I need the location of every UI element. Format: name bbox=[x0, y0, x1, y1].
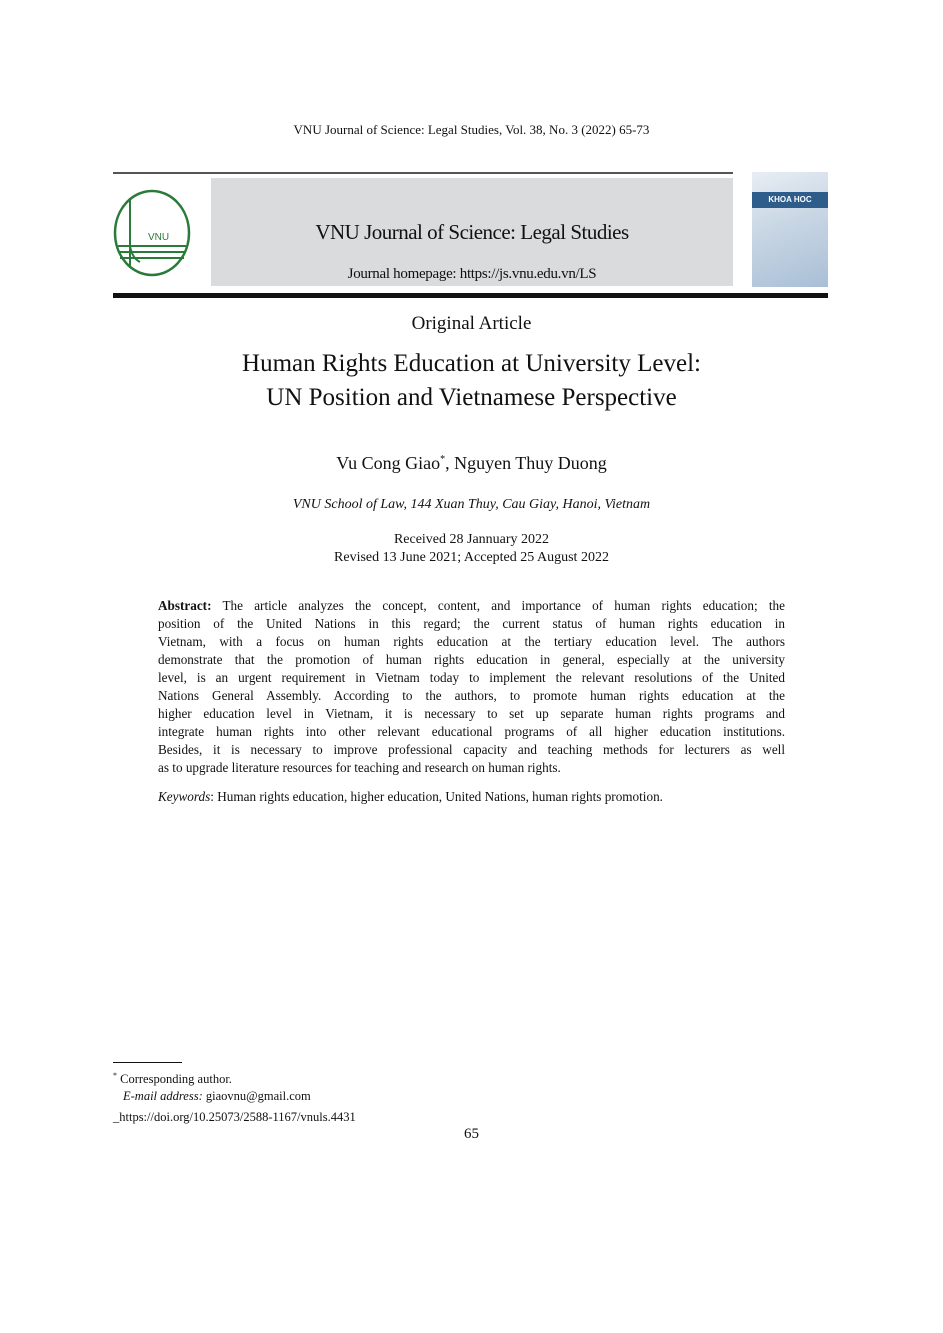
doi-link[interactable]: _https://doi.org/10.25073/2588-1167/vnuls.4431 bbox=[113, 1110, 356, 1124]
abstract-line: level, is an urgent requirement in Vietnam today to implement the relevant resolutions of the United bbox=[158, 670, 785, 685]
journal-name: VNU Journal of Science: Legal Studies bbox=[315, 220, 629, 244]
vnu-logo-icon bbox=[112, 188, 192, 278]
abstract-line: position of the United Nations in this regard; the current status of human rights education in bbox=[158, 616, 785, 631]
abstract-line: Abstract: The article analyzes the concept, content, and importance of human rights education; the bbox=[158, 598, 785, 613]
journal-homepage: Journal homepage: https://js.vnu.edu.vn/LS bbox=[347, 266, 597, 282]
received-date: Received 28 Jannuary 2022 bbox=[393, 532, 550, 547]
footnote: * Corresponding author. E-mail address: giaovnu@gmail.com bbox=[113, 1071, 311, 1104]
footnote-mark: * bbox=[440, 454, 446, 465]
abstract-label: Abstract: bbox=[158, 598, 212, 613]
cover-title: KHOA HOC bbox=[752, 192, 828, 208]
header-thick-rule bbox=[113, 293, 828, 298]
author-name: Vu Cong Giao bbox=[336, 453, 441, 473]
keywords bbox=[158, 789, 663, 805]
article-type: Original Article bbox=[411, 313, 532, 334]
article-title bbox=[0, 347, 943, 415]
abstract-line: integrate human rights into other relevant educational programs of all higher education institutions. bbox=[158, 724, 785, 739]
svg-text:VNU: VNU bbox=[148, 232, 170, 243]
abstract-line: Besides, it is necessary to improve professional capacity and teaching methods for lecturers as well bbox=[158, 742, 785, 757]
abstract-line: Vietnam, with a focus on human rights education at the tertiary education level. The authors bbox=[158, 634, 785, 649]
affiliation: VNU School of Law, 144 Xuan Thuy, Cau Giay, Hanoi, Vietnam bbox=[292, 497, 651, 512]
abstract-line: as to upgrade literature resources for teaching and research on human rights. bbox=[158, 760, 561, 775]
keywords-text: : Human rights education, higher education, United Nations, human rights promotion. bbox=[210, 789, 663, 804]
header-rule bbox=[113, 172, 733, 174]
running-header: VNU Journal of Science: Legal Studies, Vol. 38, No. 3 (2022) 65-73 bbox=[293, 122, 650, 137]
title-line: Human Rights Education at University Level: bbox=[242, 350, 701, 377]
keywords-label: Keywords bbox=[158, 789, 211, 804]
footnote-rule bbox=[113, 1062, 182, 1063]
authors bbox=[0, 453, 943, 474]
revised-accepted-date: Revised 13 June 2021; Accepted 25 August 2022 bbox=[334, 550, 609, 565]
title-line: UN Position and Vietnamese Perspective bbox=[266, 384, 677, 411]
page-number: 65 bbox=[464, 1126, 479, 1142]
email-link[interactable]: giaovnu@gmail.com bbox=[202, 1089, 311, 1104]
abstract-line: Nations General Assembly. According to the authors, to promote human rights education at the bbox=[158, 688, 785, 703]
abstract bbox=[158, 597, 785, 777]
dates bbox=[0, 531, 943, 567]
abstract-line: demonstrate that the promotion of human rights education in general, especially at the university bbox=[158, 652, 785, 667]
journal-cover-thumbnail bbox=[752, 172, 828, 287]
abstract-line: higher education level in Vietnam, it is necessary to set up separate human rights programs and bbox=[158, 706, 785, 721]
email-label: E-mail address: bbox=[123, 1089, 203, 1104]
corresponding-author-note: Corresponding author. bbox=[117, 1072, 232, 1087]
author-name: , Nguyen Thuy Duong bbox=[445, 453, 607, 473]
